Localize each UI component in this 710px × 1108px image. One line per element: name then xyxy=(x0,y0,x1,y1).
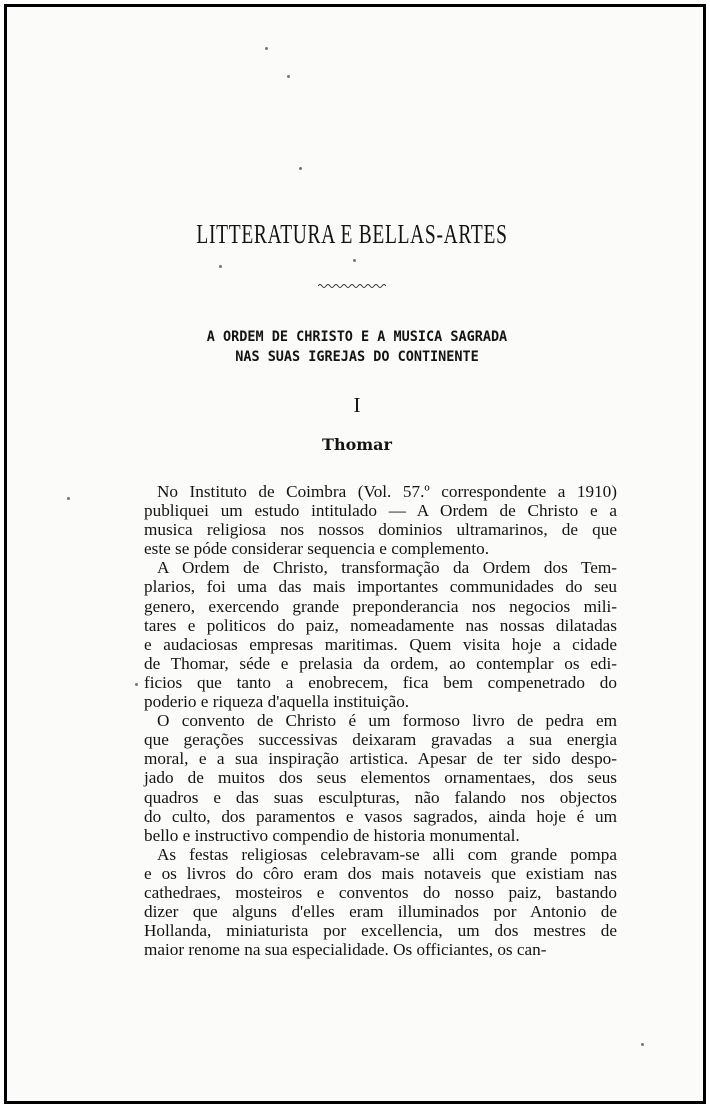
paragraph xyxy=(144,482,617,558)
paragraph-line: musica religiosa nos nossos dominios ultramarinos, de que xyxy=(144,520,617,540)
wavy-divider-ornament xyxy=(318,283,386,289)
paragraph-line: do culto, dos paramentos e vasos sagrados, ainda hoje é um xyxy=(144,806,617,826)
paragraph-line: O convento de Christo é um formoso livro de pedra em xyxy=(157,711,617,731)
scan-speck xyxy=(287,75,290,78)
paragraph-line: de Thomar, séde e prelasia da ordem, ao contemplar os edi- xyxy=(144,653,617,673)
paragraph xyxy=(144,845,617,960)
paragraph-line: jado de muitos dos seus elementos ornamentaes, dos seus xyxy=(144,768,617,788)
book-page xyxy=(4,4,706,1104)
paragraph-line: Hollanda, miniaturista por excellencia, um dos mestres de xyxy=(144,921,617,941)
scan-speck xyxy=(135,683,138,686)
paragraph-line: moral, e a sua inspiração artistica. Apesar de ter sido despo- xyxy=(144,749,617,769)
paragraph-line: cathedraes, mosteiros e conventos do nosso paiz, bastando xyxy=(144,882,617,902)
scan-speck xyxy=(219,265,222,268)
paragraph-line: quadros e das suas esculpturas, não falando nos objectos xyxy=(144,787,617,807)
section-title: LITTERATURA E BELLAS-ARTES xyxy=(196,219,508,249)
paragraph-line: As festas religiosas celebravam-se alli com grande pompa xyxy=(157,844,617,864)
paragraph-line: genero, exercendo grande preponderancia nos negocios mili- xyxy=(144,596,617,616)
paragraph xyxy=(144,711,617,845)
scan-speck xyxy=(265,47,268,50)
paragraph-line: A Ordem de Christo, transformação da Ordem dos Tem- xyxy=(157,558,617,578)
paragraph-line: ficios que tanto a enobrecem, fica bem compenetrado do xyxy=(144,672,617,692)
article-title-line-2: NAS SUAS IGREJAS DO CONTINENTE xyxy=(235,349,479,365)
paragraph-line: maior renome na sua especialidade. Os officiantes, os can- xyxy=(144,940,547,960)
scan-speck xyxy=(299,167,302,170)
paragraph-line: que gerações successivas deixaram gravadas a sua energia xyxy=(144,730,617,750)
scan-speck xyxy=(641,1043,644,1046)
scan-speck xyxy=(353,259,356,262)
paragraph-line: tares e politicos do paiz, nomeadamente nas nossas dilatadas xyxy=(144,615,617,635)
paragraph-line: e audaciosas empresas maritimas. Quem visita hoje a cidade xyxy=(144,634,617,654)
paragraph-line: publiquei um estudo intitulado — A Ordem de Christo e a xyxy=(144,501,617,521)
article-title xyxy=(7,327,706,367)
scan-speck xyxy=(67,497,70,500)
paragraph-line: poderio e riqueza d'aquella instituição. xyxy=(144,692,410,712)
paragraph-line: plarios, foi uma das mais importantes communidades do seu xyxy=(144,577,617,597)
paragraph-line: dizer que alguns d'elles eram illuminados por Antonio de xyxy=(144,902,617,922)
body-text xyxy=(144,482,617,959)
paragraph xyxy=(144,558,617,711)
article-title-line-1: A ORDEM DE CHRISTO E A MUSICA SAGRADA xyxy=(206,329,508,345)
chapter-subtitle: Thomar xyxy=(322,435,392,454)
paragraph-line: este se póde considerar sequencia e complemento. xyxy=(144,539,490,559)
chapter-number: I xyxy=(353,393,361,417)
paragraph-line: e os livros do côro eram dos mais notaveis que existiam nas xyxy=(144,863,617,883)
paragraph-line: bello e instructivo compendio de historia monumental. xyxy=(144,825,520,845)
paragraph-line: No Instituto de Coimbra (Vol. 57.º correspondente a 1910) xyxy=(157,482,617,501)
